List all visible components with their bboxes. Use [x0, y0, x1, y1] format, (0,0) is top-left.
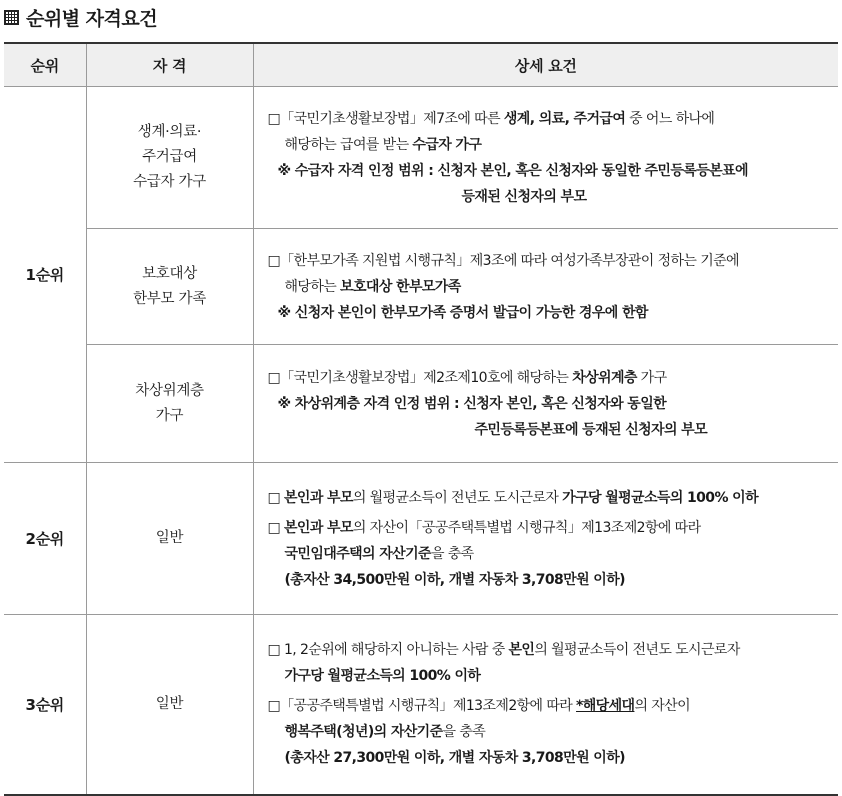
qual-line: 차상위계층 — [135, 382, 204, 399]
qualification-cell — [86, 229, 253, 345]
qualification-cell — [86, 345, 253, 463]
detail-line: (총자산 34,500만원 이하, 개별 자동차 3,708만원 이하) — [284, 571, 625, 588]
detail-line: 행복주택(청년)의 자산기준을 충족 — [284, 724, 486, 741]
detail-line: (총자산 27,300만원 이하, 개별 자동차 3,708만원 이하) — [284, 750, 625, 767]
detail-line: □ 본인과 부모의 월평균소득이 전년도 도시근로자 가구당 월평균소득의 100% 이하 — [267, 489, 758, 506]
qual-line: 가구 — [155, 407, 184, 424]
header-details: 상세 요건 — [253, 43, 838, 87]
detail-line: □「한부모가족 지원법 시행규칙」제3조에 따라 여성가족부장관이 정하는 기준에 — [267, 252, 739, 269]
header-row — [4, 43, 838, 87]
qual-line: 보호대상 — [142, 265, 197, 282]
table-row — [4, 463, 838, 615]
qual-line: 한부모 가족 — [133, 290, 206, 307]
detail-line: □「국민기초생활보장법」제2조제10호에 해당하는 차상위계층 가구 — [267, 369, 667, 386]
detail-cell — [253, 229, 838, 345]
rank-1-cell: 1순위 — [4, 87, 86, 463]
detail-cell — [253, 615, 838, 795]
detail-line: □ 1, 2순위에 해당하지 아니하는 사람 중 본인의 월평균소득이 전년도 도시근로자 — [267, 642, 740, 659]
page-title-text: 순위별 자격요건 — [26, 7, 158, 30]
qual-line: 주거급여 — [142, 149, 197, 165]
note-line: ※ 신청자 본인이 한부모가족 증명서 발급이 가능한 경우에 한함 — [277, 304, 648, 321]
table-row — [4, 345, 838, 463]
table-row — [4, 87, 838, 229]
header-qualification: 자 격 — [86, 43, 253, 87]
qualification-cell — [86, 87, 253, 229]
note-line: ※ 수급자 자격 인정 범위 : 신청자 본인, 혹은 신청자와 동일한 주민등록등본표에 — [277, 162, 748, 179]
detail-line: 가구당 월평균소득의 100% 이하 — [284, 668, 481, 685]
detail-cell — [253, 87, 838, 229]
qual-line: 수급자 가구 — [133, 174, 206, 190]
detail-line: 해당하는 보호대상 한부모가족 — [284, 278, 461, 295]
detail-line: □「국민기초생활보장법」제7조에 따른 생계, 의료, 주거급여 중 어느 하나에 — [267, 110, 715, 127]
detail-line: □ 본인과 부모의 자산이「공공주택특별법 시행규칙」제13조제2항에 따라 — [267, 519, 701, 536]
note-line: 등재된 신청자의 부모 — [461, 188, 587, 205]
qualification-cell: 일반 — [86, 615, 253, 795]
table-row — [4, 615, 838, 795]
detail-line: 국민임대주택의 자산기준을 충족 — [284, 545, 474, 562]
detail-cell — [253, 463, 838, 615]
qual-line: 생계·의료· — [137, 124, 202, 140]
eligibility-table — [4, 42, 838, 796]
detail-line: 해당하는 급여를 받는 수급자 가구 — [284, 136, 482, 153]
hatched-square-icon — [4, 10, 19, 25]
qualification-cell: 일반 — [86, 463, 253, 615]
detail-cell — [253, 345, 838, 463]
note-line: ※ 차상위계층 자격 인정 범위 : 신청자 본인, 혹은 신청자와 동일한 — [277, 395, 667, 412]
rank-2-cell: 2순위 — [4, 463, 86, 615]
page-title — [4, 2, 157, 32]
rank-3-cell: 3순위 — [4, 615, 86, 795]
note-line: 주민등록등본표에 등재된 신청자의 부모 — [474, 421, 708, 438]
header-rank: 순위 — [4, 43, 86, 87]
table-row — [4, 229, 838, 345]
detail-line: □「공공주택특별법 시행규칙」제13조제2항에 따라 *해당세대의 자산이 — [267, 698, 690, 715]
